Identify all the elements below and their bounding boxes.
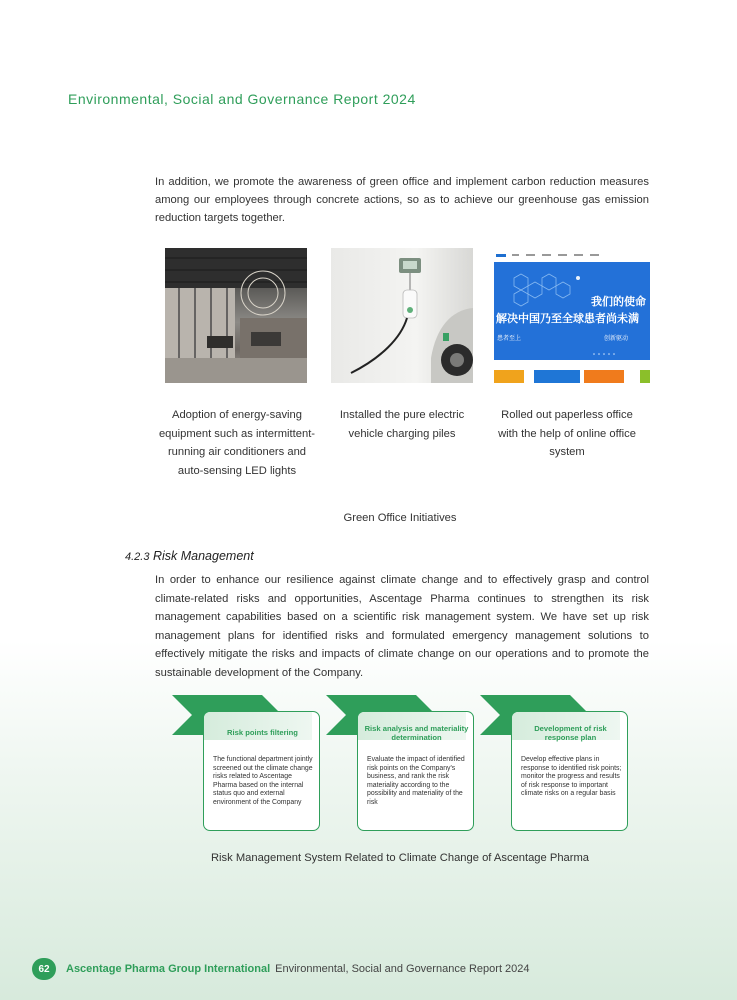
- page-footer: [32, 958, 530, 980]
- intro-paragraph: In addition, we promote the awareness of green office and implement carbon reduction measures among our employees through concrete actions, so as to achieve our greenhouse gas emission reduction targets together.: [155, 176, 649, 224]
- step-title: Risk points filtering: [227, 728, 298, 737]
- footer-report-title: Environmental, Social and Governance Report 2024: [275, 963, 530, 975]
- caption-ev-charging: Installed the pure electric vehicle charging piles: [339, 409, 465, 440]
- footer-company-name: Ascentage Pharma Group International: [66, 963, 271, 975]
- screen-button-right: 创新驱动: [604, 335, 629, 342]
- step-description: Develop effective plans in response to identified risk points; monitor the progress and results of risk response to important climate risks on a regular basis: [521, 756, 622, 798]
- risk-management-paragraph: In order to enhance our resilience against climate change and to effectively grasp and control climate-related risks and opportunities, Ascentage Pharma continues to strengthen its risk management capabilities based on a scientific risk management system. We have set up risk management plans for identified risks and formulated emergency management solutions to effectively mitigate the risks and impacts of climate change on our operations and to promote the sustainable development of the Company.: [155, 574, 649, 679]
- screen-slogan-1: 我们的使命: [591, 295, 646, 308]
- caption-energy-saving: Adoption of energy-saving equipment such as intermittent-running air conditioners and auto-sensing LED lights: [158, 409, 316, 477]
- section-heading: [125, 549, 254, 563]
- office-interior-photo: [165, 248, 307, 383]
- screen-slogan-2: 解决中国乃至全球患者尚未满: [496, 312, 639, 325]
- step-title: Risk analysis and materiality determination: [364, 724, 469, 742]
- step-description: Evaluate the impact of identified risk points on the Company's business, and rank the risk materiality according to the possibility and materiality of the risk: [367, 756, 465, 806]
- figure-caption-green-office: Green Office Initiatives: [343, 512, 457, 524]
- step-description: The functional department jointly screened out the climate change risks related to Ascentage Pharma based on the internal status quo and external environment of the Company: [213, 756, 313, 806]
- process-step-1: [170, 695, 330, 835]
- process-step-3: [478, 695, 638, 835]
- online-office-screenshot: [494, 248, 650, 383]
- figure-caption-risk-system: Risk Management System Related to Climate Change of Ascentage Pharma: [210, 852, 590, 864]
- step-card: [511, 711, 628, 831]
- caption-paperless-office: Rolled out paperless office with the help of online office system: [498, 409, 636, 458]
- screen-button-left: 患者至上: [497, 335, 522, 342]
- section-title: Risk Management: [152, 549, 254, 563]
- step-card: [357, 711, 474, 831]
- report-header-title: Environmental, Social and Governance Report 2024: [68, 91, 416, 107]
- ev-charging-pile-photo: [331, 248, 473, 383]
- process-step-2: [324, 695, 484, 835]
- step-card: [203, 711, 320, 831]
- section-number: 4.2.3: [125, 551, 150, 563]
- step-title: Development of risk response plan: [534, 724, 607, 742]
- page-number-badge: 62: [32, 958, 56, 980]
